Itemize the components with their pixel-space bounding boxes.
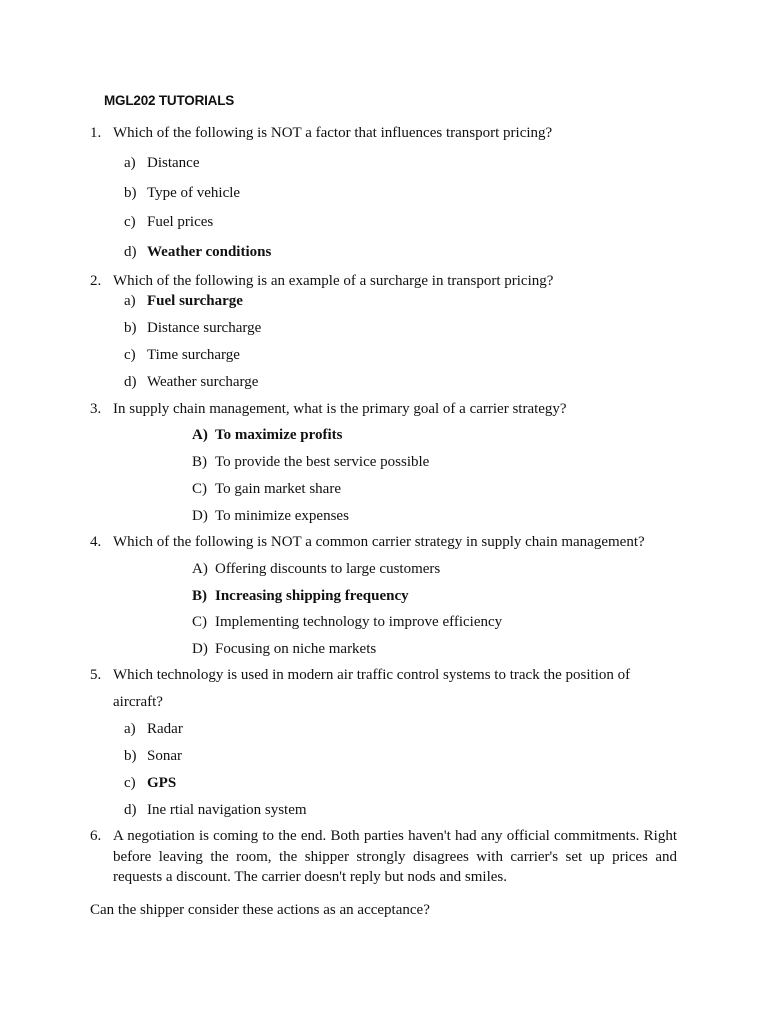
option-text: Time surcharge <box>147 347 240 363</box>
option-text: To minimize expenses <box>215 508 349 524</box>
option-text-answer: Fuel surcharge <box>147 293 243 309</box>
closing-question: Can the shipper consider these actions as an acceptance? <box>90 902 430 918</box>
option-text: Ine rtial navigation system <box>147 802 307 818</box>
option-mark: A) <box>192 561 208 577</box>
document-title: MGL202 TUTORIALS <box>104 93 235 108</box>
option-mark: a) <box>124 721 136 737</box>
option-text: Radar <box>147 721 183 737</box>
option-mark: d) <box>124 802 137 818</box>
question-text: Which of the following is NOT a factor that influences transport pricing? <box>113 125 553 141</box>
option-mark: d) <box>124 244 137 260</box>
question-text-line1: Which technology is used in modern air traffic control systems to track the position of <box>113 667 631 683</box>
question-number: 3. <box>90 401 102 417</box>
option-mark: C) <box>192 614 207 630</box>
question-text-line2: aircraft? <box>113 694 163 710</box>
option-mark: D) <box>192 641 208 657</box>
option-text: Fuel prices <box>147 214 214 230</box>
option-text-answer: Increasing shipping frequency <box>215 588 409 604</box>
option-text: Distance <box>147 155 200 171</box>
question-number: 6. <box>90 828 102 844</box>
question-text: Which of the following is an example of a surcharge in transport pricing? <box>113 273 554 289</box>
option-mark: b) <box>124 320 137 336</box>
question-number: 5. <box>90 667 102 683</box>
option-text: Distance surcharge <box>147 320 262 336</box>
option-text: Focusing on niche markets <box>215 641 377 657</box>
option-mark: B) <box>192 588 207 604</box>
option-text: Offering discounts to large customers <box>215 561 441 577</box>
option-mark: d) <box>124 374 137 390</box>
option-text: Weather surcharge <box>147 374 259 390</box>
question-6-text: A negotiation is coming to the end. Both parties haven't had any official commitments. Right before leaving the room, the shipper strongly disagrees with carrier's set up prices and requests a discount. The carrier doesn't reply but nods and smiles. <box>113 828 677 885</box>
question-text: Which of the following is NOT a common carrier strategy in supply chain management? <box>113 534 645 550</box>
option-text-answer: To maximize profits <box>215 427 343 443</box>
option-text: Type of vehicle <box>147 185 241 201</box>
option-text: Sonar <box>147 748 182 764</box>
option-mark: b) <box>124 748 137 764</box>
option-mark: b) <box>124 185 137 201</box>
option-mark: B) <box>192 454 207 470</box>
option-mark: c) <box>124 775 136 791</box>
option-text: To provide the best service possible <box>215 454 430 470</box>
option-text-answer: Weather conditions <box>147 244 272 260</box>
option-text-answer: GPS <box>147 775 177 791</box>
question-text: In supply chain management, what is the primary goal of a carrier strategy? <box>113 401 567 417</box>
option-mark: a) <box>124 293 136 309</box>
question-number: 1. <box>90 125 102 141</box>
question-number: 4. <box>90 534 102 550</box>
question-number: 2. <box>90 273 102 289</box>
option-text: Implementing technology to improve efficiency <box>215 614 503 630</box>
option-mark: a) <box>124 155 136 171</box>
option-text: To gain market share <box>215 481 341 497</box>
option-mark: c) <box>124 347 136 363</box>
option-mark: A) <box>192 427 208 443</box>
option-mark: c) <box>124 214 136 230</box>
option-mark: D) <box>192 508 208 524</box>
option-mark: C) <box>192 481 207 497</box>
